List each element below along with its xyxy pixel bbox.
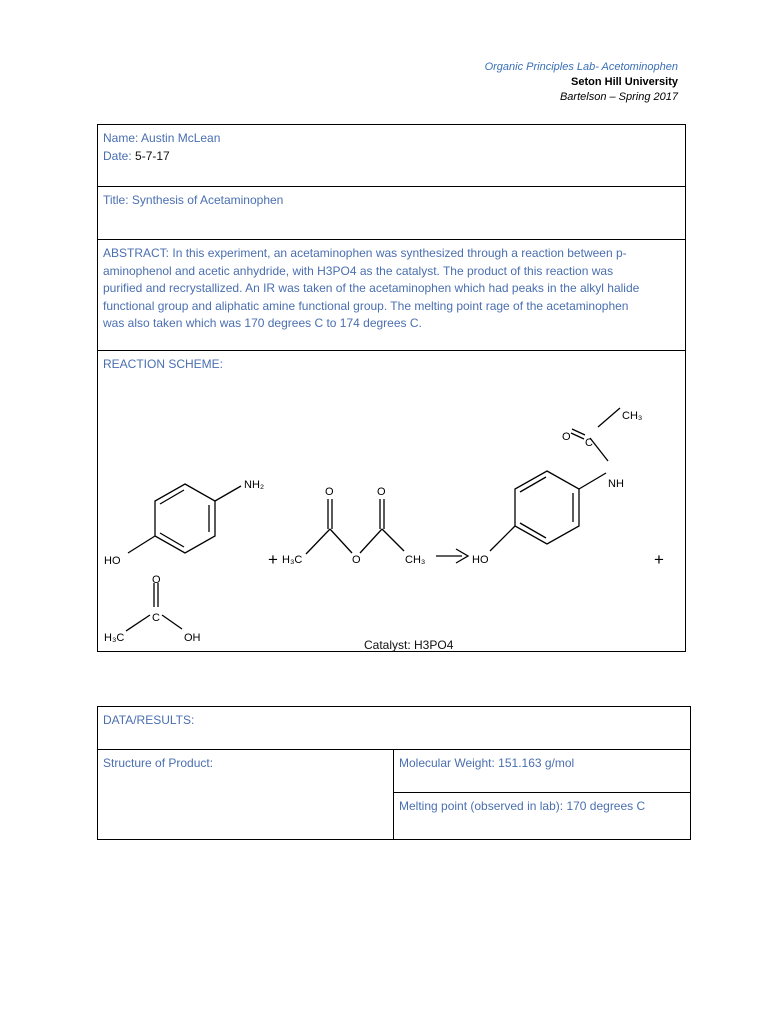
term-line: Bartelson – Spring 2017: [559, 91, 678, 103]
mw-value: 151.163 g/mol: [498, 756, 575, 770]
abstract-label: ABSTRACT:: [103, 246, 170, 260]
info-cell: [98, 125, 686, 187]
report-table: [97, 124, 686, 652]
amide-methyl-bond: [598, 408, 620, 427]
mp-label: Melting point (observed in lab):: [399, 799, 564, 813]
acid-bond: [126, 615, 150, 631]
abstract-line: aminophenol and acetic anhydride, with H3PO4 as the catalyst. The product of this reaction was: [103, 263, 614, 278]
nh-label: NH: [608, 478, 624, 490]
anhydride-bond: [360, 529, 382, 553]
date-line: [103, 148, 680, 166]
carbon-label: C: [585, 437, 593, 449]
oxygen-label: O: [352, 554, 361, 566]
oh-label: OH: [184, 632, 201, 644]
scheme-label: REACTION SCHEME:: [103, 357, 224, 371]
abstract-line: was also taken which was 170 degrees C to 174 degrees C.: [103, 316, 422, 330]
name-label: Name:: [103, 131, 139, 145]
anhydride-bond: [382, 529, 404, 551]
molecular-weight-cell: [394, 750, 691, 793]
oxygen-label: O: [152, 574, 161, 586]
structure-cell: Structure of Product:: [98, 750, 394, 840]
plus-sign: +: [654, 550, 664, 569]
catalyst-label: Catalyst: H3PO4: [364, 638, 454, 652]
oxygen-label: O: [562, 431, 571, 443]
ch3-label: CH₃: [622, 410, 643, 422]
ho-bond: [128, 536, 155, 553]
oxygen-label: O: [377, 486, 386, 498]
anhydride-bond: [306, 529, 330, 554]
anhydride-bond: [330, 529, 352, 553]
results-header-cell: DATA/RESULTS:: [98, 707, 691, 750]
abstract-cell: [98, 240, 686, 351]
mp-value: 170 degrees C: [566, 799, 646, 813]
mw-label: Molecular Weight:: [399, 756, 495, 770]
reaction-scheme-cell: [98, 351, 686, 652]
document-header: [485, 60, 678, 105]
nh2-bond: [215, 486, 241, 501]
results-table: [97, 706, 691, 840]
university-name: Seton Hill University: [571, 76, 678, 88]
title-value: Synthesis of Acetaminophen: [131, 193, 284, 207]
carbon-label: C: [152, 612, 160, 624]
name-value: Austin McLean: [141, 131, 221, 145]
melting-point-cell: [394, 793, 691, 840]
amide-n-bond: [579, 473, 606, 489]
abstract-line: purified and recrystallized. An IR was taken of the acetaminophen which had peaks in the alkyl halide: [103, 281, 640, 295]
abstract-line: [103, 245, 680, 263]
title-cell: [98, 187, 686, 240]
plus-sign: +: [268, 550, 278, 569]
p-aminophenol-ring: [155, 484, 215, 553]
ho-bond: [490, 526, 515, 551]
title-label: Title:: [103, 193, 129, 207]
date-value: 5-7-17: [135, 148, 170, 163]
h3c-label: H₃C: [282, 554, 303, 566]
ch3-label: CH₃: [405, 554, 426, 566]
ho-label: HO: [104, 555, 121, 567]
acetaminophen-ring: [515, 471, 579, 544]
h3c-label: H₃C: [104, 632, 125, 644]
course-title: Organic Principles Lab- Acetominophen: [484, 61, 678, 73]
reaction-scheme-diagram: [98, 351, 687, 661]
oxygen-label: O: [325, 486, 334, 498]
name-line: [103, 130, 680, 148]
acid-bond: [162, 615, 182, 629]
abstract-line: functional group and aliphatic amine functional group. The melting point rage of the acetaminophen: [103, 298, 629, 313]
abstract-text: In this experiment, an acetaminophen was synthesized through a reaction between p-: [172, 246, 627, 260]
nh2-label: NH₂: [244, 479, 265, 491]
date-label: Date:: [103, 148, 132, 163]
ho-label: HO: [472, 554, 489, 566]
